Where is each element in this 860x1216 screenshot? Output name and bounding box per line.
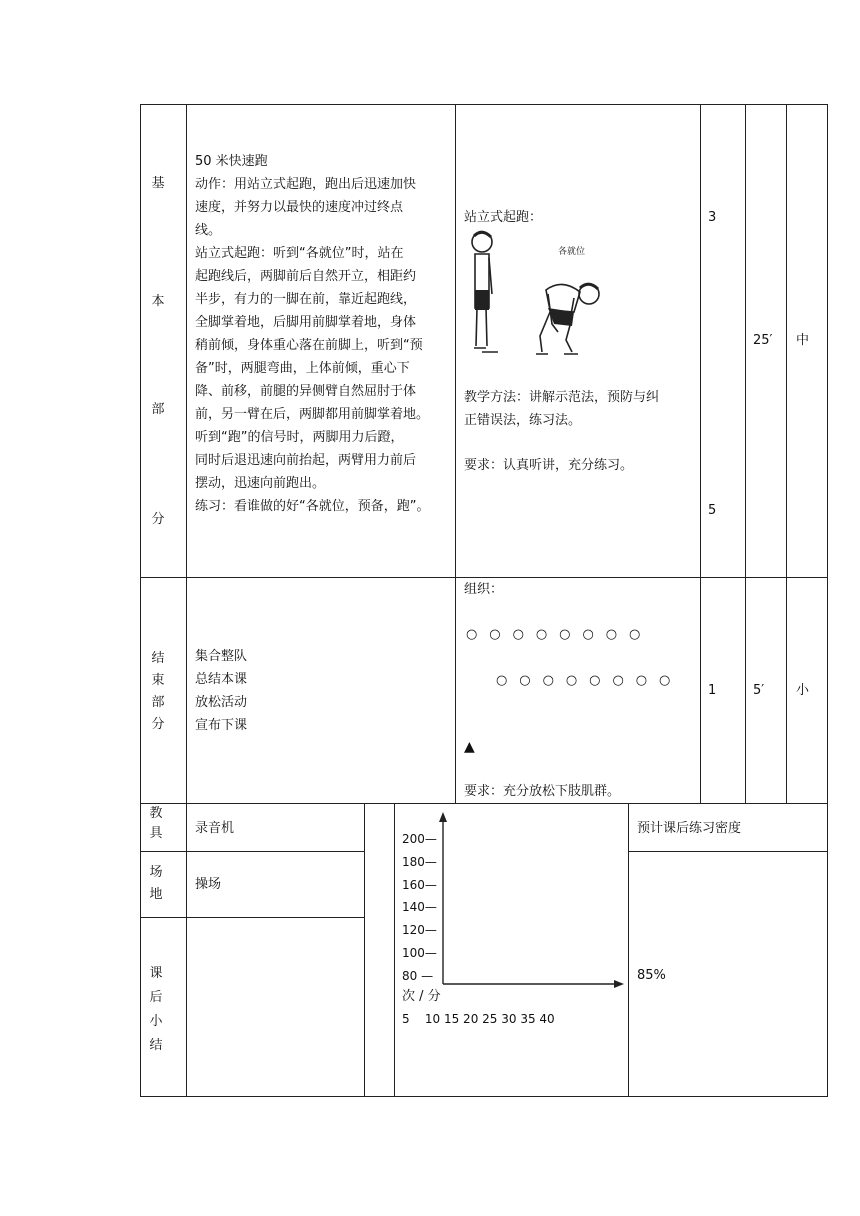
chart-y-tick-label: 160— (402, 877, 437, 892)
label-char: 课 (149, 966, 163, 981)
label-char: 本 (151, 294, 165, 309)
student-marker: ○ (495, 673, 508, 688)
content-line: 同时后退迅速向前抬起，两臂用力前后 (195, 453, 417, 468)
footer-col-divider-a (364, 803, 365, 1097)
chart-y-tick-label: 100— (402, 946, 437, 960)
basic-count-bottom: 5 (708, 503, 717, 518)
col-divider-2 (455, 104, 456, 804)
content-line: 宣布下课 (195, 718, 248, 733)
content-line: 动作：用站立式起跑，跑出后迅速加快 (195, 177, 417, 192)
density-label: 预计课后练习密度 (637, 821, 742, 836)
student-marker: ○ (559, 627, 571, 642)
content-line: 速度，并努力以最快的速度冲过终点 (195, 200, 404, 215)
content-line: 练习：看谁做的好“各就位，预备，跑”。 (195, 499, 430, 514)
student-marker: ○ (519, 673, 531, 688)
venue-label (140, 862, 172, 906)
label-char: 场 (149, 865, 163, 880)
footer-col-divider-c (628, 803, 629, 1097)
content-line: 稍前倾，身体重心落在前脚上，听到“预 (195, 338, 423, 353)
col-divider-4 (745, 104, 746, 804)
chart-y-unit: 次 / 分 (402, 989, 441, 1004)
label-char: 部 (151, 695, 165, 710)
basic-intensity: 中 (796, 333, 810, 348)
summary-label (140, 962, 172, 1058)
student-marker: ○ (659, 673, 671, 688)
basic-count-top: 3 (708, 210, 717, 225)
content-line: 集合整队 (195, 649, 248, 664)
content-line: 线。 (195, 223, 222, 238)
chart-y-tick-label: 180— (402, 854, 437, 869)
end-org-title: 组织： (464, 582, 504, 597)
col-divider-5 (786, 104, 787, 804)
content-line: 降、前移，前腿的异侧臂自然屈肘于体 (195, 384, 417, 399)
figure-caption: 各就位 (558, 247, 586, 257)
end-intensity: 小 (796, 683, 810, 698)
basic-time: 25′ (753, 333, 773, 348)
basic-requirement: 要求：认真听讲，充分练习。 (464, 458, 634, 473)
heart-rate-chart-axes (394, 808, 628, 998)
col-divider-1 (186, 104, 187, 1097)
content-line: 前，另一臂在后，两脚都用前脚掌着地。 (195, 407, 430, 422)
method-line: 正错误法，练习法。 (464, 413, 582, 428)
student-marker: ○ (589, 673, 601, 688)
end-content (195, 645, 247, 737)
student-marker: ○ (635, 673, 648, 688)
student-row-2 (490, 669, 676, 692)
label-char: 部 (151, 402, 165, 417)
label-char: 小 (149, 1014, 163, 1029)
content-line: 站立式起跑：听到“各就位”时，站在 (195, 246, 404, 261)
label-char: 结 (151, 651, 165, 666)
content-line: 摆动，迅速向前跑出。 (195, 476, 326, 491)
student-marker: ○ (629, 627, 641, 642)
student-marker: ○ (489, 627, 501, 642)
teacher-marker: ▲ (464, 739, 475, 755)
label-char: 教 (149, 806, 163, 821)
col-divider-3 (700, 104, 701, 804)
student-marker: ○ (512, 627, 524, 642)
row-divider-2 (140, 803, 828, 804)
label-char: 后 (149, 990, 163, 1005)
end-requirement: 要求：充分放松下肢肌群。 (464, 784, 621, 799)
label-char: 具 (149, 826, 163, 841)
density-value: 85% (637, 968, 666, 983)
table-border-right (827, 104, 828, 1097)
equipment-label (140, 804, 172, 844)
student-marker: ○ (542, 673, 554, 688)
content-line: 放松活动 (195, 695, 248, 710)
content-line: 全脚掌着地，后脚用前脚掌着地，身体 (195, 315, 417, 330)
label-char: 地 (149, 887, 163, 902)
chart-y-tick-label: 120— (402, 923, 437, 938)
end-time: 5′ (753, 683, 765, 698)
student-row-1 (460, 623, 646, 646)
basic-org-title: 站立式起跑： (464, 210, 543, 225)
footer-density-divider (628, 851, 828, 852)
student-marker: ○ (465, 627, 478, 642)
basic-content (195, 150, 453, 518)
chart-y-tick-label: 200— (402, 832, 437, 846)
content-line: 备”时，两腿弯曲，上体前倾，重心下 (195, 361, 410, 376)
chart-y-tick-label: 140— (402, 900, 437, 915)
content-line: 总结本课 (195, 672, 248, 687)
label-char: 分 (151, 512, 165, 527)
equipment-value: 录音机 (195, 821, 235, 836)
label-char: 基 (151, 176, 165, 191)
chart-y-tick-label: 80 — (402, 968, 434, 983)
standing-start-figure (462, 228, 622, 360)
content-line: 听到“跑”的信号时，两脚用力后蹬， (195, 430, 404, 445)
venue-value: 操场 (195, 877, 222, 892)
label-char: 束 (151, 673, 165, 688)
end-section-label (140, 648, 176, 736)
content-line: 50 米快速跑 (195, 154, 268, 169)
content-line: 半步，有力的一脚在前，靠近起跑线， (195, 292, 417, 307)
footer-row-divider-2 (140, 917, 365, 918)
basic-section-label (140, 172, 176, 527)
chart-x-ticks: 5 10 15 20 25 30 35 40 (402, 1012, 555, 1026)
content-line: 起跑线后，两脚前后自然开立，相距约 (195, 269, 417, 284)
student-marker: ○ (605, 627, 618, 642)
label-char: 结 (149, 1038, 163, 1053)
table-border-bottom (140, 1096, 828, 1097)
method-line: 教学方法：讲解示范法，预防与纠 (464, 390, 660, 405)
basic-method (464, 386, 659, 432)
student-marker: ○ (535, 627, 548, 642)
student-marker: ○ (612, 673, 624, 688)
end-count: 1 (708, 683, 717, 698)
table-border-top (140, 104, 828, 105)
footer-row-divider-1 (140, 851, 365, 852)
label-char: 分 (151, 717, 165, 732)
student-marker: ○ (565, 673, 578, 688)
student-marker: ○ (582, 627, 594, 642)
